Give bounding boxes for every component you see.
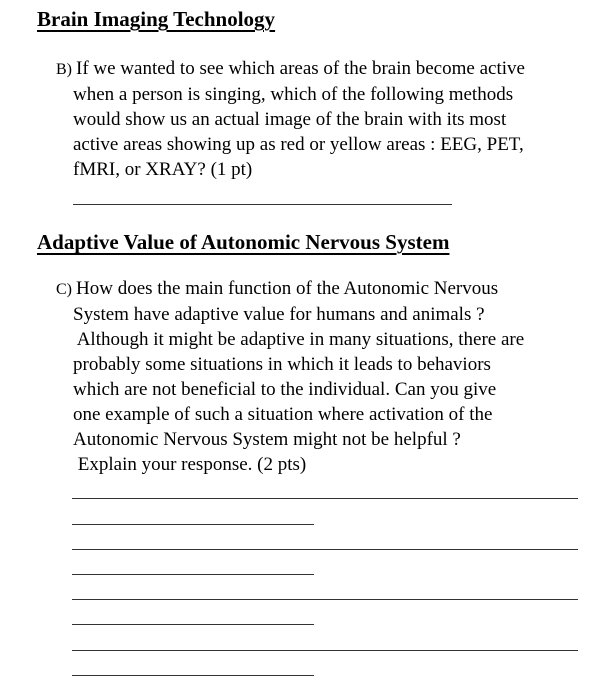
question-line: active areas showing up as red or yellow areas : EEG, PET, bbox=[73, 134, 524, 155]
question-c bbox=[56, 276, 601, 477]
answer-line[interactable] bbox=[72, 650, 578, 651]
question-line: Although it might be adaptive in many situations, there are bbox=[73, 329, 525, 350]
answer-line[interactable] bbox=[72, 549, 578, 550]
answer-line[interactable] bbox=[73, 204, 452, 205]
question-line: System have adaptive value for humans and animals ? bbox=[73, 304, 485, 325]
answer-line[interactable] bbox=[72, 624, 314, 625]
question-label: C) bbox=[56, 281, 72, 298]
question-line: when a person is singing, which of the following methods bbox=[73, 84, 514, 105]
answer-line[interactable] bbox=[72, 524, 314, 525]
answer-line[interactable] bbox=[72, 675, 314, 676]
question-b bbox=[56, 56, 601, 182]
question-line: probably some situations in which it leads to behaviors bbox=[73, 354, 491, 375]
question-line: Explain your response. (2 pts) bbox=[73, 454, 307, 475]
section-heading-brain-imaging: Brain Imaging Technology bbox=[37, 7, 276, 31]
question-line: would show us an actual image of the brain with its most bbox=[73, 109, 507, 130]
answer-line[interactable] bbox=[72, 498, 578, 499]
question-line: B) If we wanted to see which areas of the brain become active bbox=[56, 58, 525, 79]
answer-line[interactable] bbox=[72, 599, 578, 600]
question-label: B) bbox=[56, 61, 72, 78]
question-line: fMRI, or XRAY? (1 pt) bbox=[73, 159, 253, 180]
question-line: Autonomic Nervous System might not be helpful ? bbox=[73, 429, 461, 450]
question-line: one example of such a situation where activation of the bbox=[73, 404, 493, 425]
question-line: which are not beneficial to the individual. Can you give bbox=[73, 379, 497, 400]
section-heading-autonomic-nervous-system: Adaptive Value of Autonomic Nervous System bbox=[37, 230, 450, 254]
question-line: C) How does the main function of the Autonomic Nervous bbox=[56, 278, 499, 299]
answer-line[interactable] bbox=[72, 574, 314, 575]
